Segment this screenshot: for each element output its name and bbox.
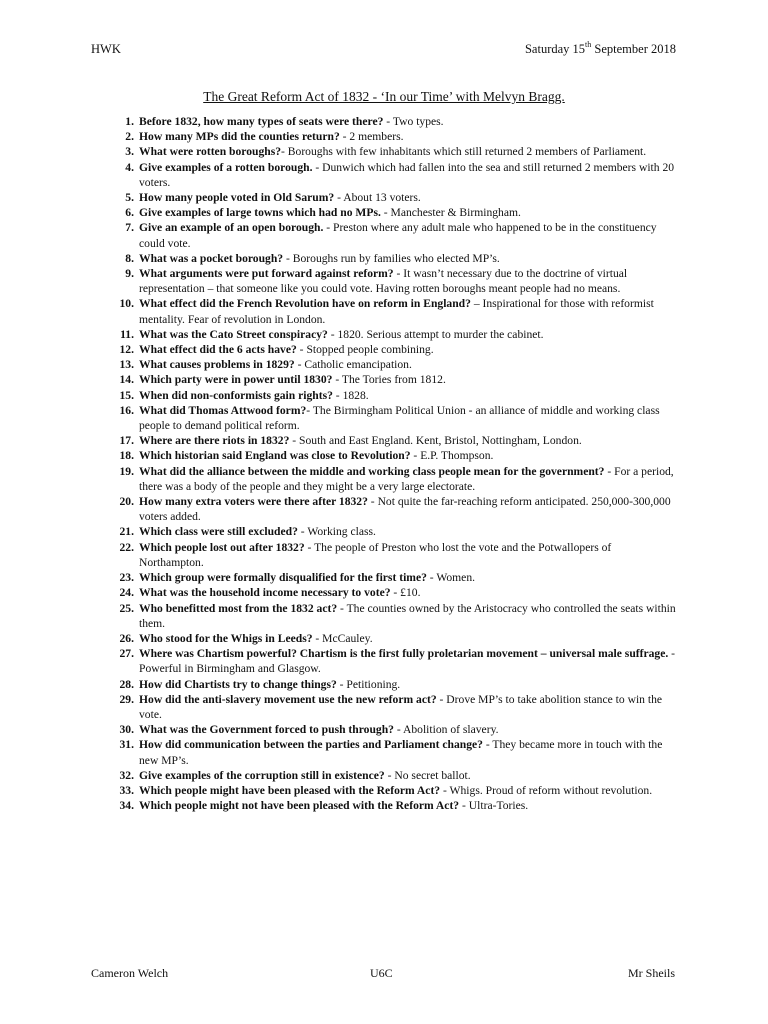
- question-item: [112, 783, 677, 798]
- question-text: How did communication between the parties and Parliament change?: [139, 738, 483, 752]
- question-item: [112, 540, 677, 570]
- question-number: 5.: [125, 191, 134, 205]
- question-item: [112, 129, 677, 144]
- question-item: [112, 677, 677, 692]
- question-item: [112, 220, 677, 250]
- question-text: What was the household income necessary to vote?: [139, 586, 391, 600]
- document-title: The Great Reform Act of 1832 - ‘In our Time’ with Melvyn Bragg.: [203, 89, 565, 104]
- question-text: What were rotten boroughs?: [139, 145, 282, 159]
- question-text: Give examples of a rotten borough.: [139, 160, 313, 174]
- question-number: 7.: [125, 221, 134, 235]
- question-item: [112, 737, 677, 767]
- question-number: 14.: [119, 373, 134, 387]
- question-item: [112, 342, 677, 357]
- question-item: [112, 585, 677, 600]
- header-label: HWK: [91, 42, 121, 56]
- question-item: [112, 722, 677, 737]
- answer-text: - Powerful in Birmingham and Glasgow.: [139, 647, 676, 676]
- question-number: 21.: [119, 525, 134, 539]
- question-text: Who stood for the Whigs in Leeds?: [139, 631, 313, 645]
- question-number: 13.: [119, 358, 134, 372]
- answer-text: - 2 members.: [339, 130, 404, 144]
- answer-text: - It wasn’t necessary due to the doctrine of virtual representation – that someone like you could vote. Having rotten boroughs meant people had no means.: [139, 267, 628, 296]
- question-item: [112, 433, 677, 448]
- question-text: Which party were in power until 1830?: [139, 373, 333, 387]
- question-item: [112, 372, 677, 387]
- question-item: [112, 205, 677, 220]
- answer-text: - Women.: [426, 571, 476, 585]
- question-item: [112, 798, 677, 813]
- question-item: [112, 403, 677, 433]
- answer-text: - For a period, there was a body of the people and they might be a very large electorate.: [139, 464, 674, 493]
- question-text: How did Chartists try to change things?: [139, 677, 337, 691]
- question-text: What effect did the French Revolution have on reform in England?: [139, 297, 471, 311]
- answer-text: - Manchester & Birmingham.: [380, 206, 521, 220]
- question-number: 33.: [119, 783, 134, 797]
- question-text: How did the anti-slavery movement use the new reform act?: [139, 692, 437, 706]
- question-text: How many MPs did the counties return?: [139, 130, 340, 144]
- question-text: Give examples of the corruption still in existence?: [139, 768, 385, 782]
- answer-text: - Boroughs with few inhabitants which still returned 2 members of Parliament.: [281, 145, 647, 159]
- question-number: 30.: [119, 723, 134, 737]
- question-item: [112, 768, 677, 783]
- question-item: [112, 631, 677, 646]
- question-number: 12.: [119, 343, 134, 357]
- question-number: 8.: [125, 251, 134, 265]
- answer-text: - South and East England. Kent, Bristol, Nottingham, London.: [289, 434, 582, 448]
- question-number: 28.: [119, 677, 134, 691]
- question-text: What was the Cato Street conspiracy?: [139, 327, 328, 341]
- question-item: [112, 327, 677, 342]
- answer-text: - Dunwich which had fallen into the sea and still returned 2 members with 20 voters.: [139, 160, 675, 189]
- answer-text: - 1828.: [332, 388, 369, 402]
- question-number: 32.: [119, 768, 134, 782]
- header-date-day: Saturday 15: [524, 42, 586, 56]
- question-number: 2.: [125, 130, 134, 144]
- question-number: 4.: [125, 160, 134, 174]
- question-text: Which people might have been pleased with the Reform Act?: [139, 783, 441, 797]
- answer-text: - They became more in touch with the new MP’s.: [139, 738, 663, 767]
- question-item: [112, 160, 677, 190]
- answer-text: - Ultra-Tories.: [459, 799, 529, 813]
- question-text: What effect did the 6 acts have?: [139, 343, 297, 357]
- question-text: Before 1832, how many types of seats were there?: [139, 115, 384, 128]
- question-text: What was a pocket borough?: [139, 251, 284, 265]
- question-number: 6.: [125, 206, 134, 220]
- question-number: 17.: [119, 434, 134, 448]
- question-item: [112, 464, 677, 494]
- question-number: 3.: [125, 145, 134, 159]
- question-text: Which class were still excluded?: [139, 525, 298, 539]
- header-date: [525, 42, 676, 57]
- answer-text: - Working class.: [297, 525, 376, 539]
- answer-text: – Inspirational for those with reformist mentality. Fear of revolution in London.: [139, 297, 654, 326]
- answer-text: - Not quite the far-reaching reform anticipated. 250,000-300,000 voters added.: [139, 495, 671, 524]
- answer-text: - 1820. Serious attempt to murder the cabinet.: [327, 327, 544, 341]
- question-text: Give examples of large towns which had no MPs.: [139, 206, 381, 220]
- question-text: Which people lost out after 1832?: [139, 540, 305, 554]
- question-text: What was the Government forced to push through?: [139, 723, 394, 737]
- answer-text: - The counties owned by the Aristocracy who controlled the seats within them.: [139, 601, 676, 630]
- question-text: When did non-conformists gain rights?: [139, 388, 333, 402]
- question-number: 11.: [120, 327, 134, 341]
- answer-text: - Two types.: [383, 115, 444, 128]
- question-number: 24.: [119, 586, 134, 600]
- question-text: How many people voted in Old Sarum?: [139, 191, 335, 205]
- question-text: What arguments were put forward against reform?: [139, 267, 394, 281]
- question-item: [112, 114, 677, 129]
- question-text: Which people might not have been pleased with the Reform Act?: [139, 799, 460, 813]
- question-number: 23.: [119, 571, 134, 585]
- question-text: Which historian said England was close to Revolution?: [139, 449, 411, 463]
- question-text: Where are there riots in 1832?: [139, 434, 290, 448]
- question-number: 15.: [119, 388, 134, 402]
- answer-text: - Petitioning.: [336, 677, 401, 691]
- answer-text: - Drove MP’s to take abolition stance to win the vote.: [139, 692, 663, 721]
- footer-class: U6C: [370, 966, 393, 980]
- question-number: 1.: [125, 115, 134, 128]
- answer-text: - The people of Preston who lost the vote and the Potwallopers of Northampton.: [139, 540, 612, 569]
- answer-text: - About 13 voters.: [334, 191, 421, 205]
- answer-text: - Boroughs run by families who elected MP’s.: [283, 251, 500, 265]
- question-item: [112, 357, 677, 372]
- question-number: 10.: [119, 297, 134, 311]
- header-date-rest: September 2018: [591, 42, 676, 56]
- question-item: [112, 266, 677, 296]
- answer-text: - E.P. Thompson.: [410, 449, 494, 463]
- footer-student-name: Cameron Welch: [91, 966, 169, 980]
- question-number: 9.: [125, 267, 134, 281]
- question-item: [112, 646, 677, 676]
- answer-text: - Preston where any adult male who happened to be in the constituency could vote.: [139, 221, 657, 250]
- question-text: How many extra voters were there after 1832?: [139, 495, 368, 509]
- question-item: [112, 692, 677, 722]
- answer-text: - McCauley.: [312, 631, 373, 645]
- question-text: What did Thomas Attwood form?: [139, 403, 307, 417]
- answer-text: - Catholic emancipation.: [294, 358, 412, 372]
- question-list: [112, 114, 677, 813]
- question-number: 31.: [119, 738, 134, 752]
- answer-text: - No secret ballot.: [384, 768, 471, 782]
- question-item: [112, 601, 677, 631]
- question-number: 26.: [119, 631, 134, 645]
- question-text: Who benefitted most from the 1832 act?: [139, 601, 338, 615]
- answer-text: - The Tories from 1812.: [332, 373, 446, 387]
- question-text: Which group were formally disqualified for the first time?: [139, 571, 427, 585]
- answer-text: - Whigs. Proud of reform without revolution.: [440, 783, 653, 797]
- question-item: [112, 296, 677, 326]
- answer-text: - £10.: [390, 586, 421, 600]
- question-item: [112, 251, 677, 266]
- question-number: 27.: [119, 647, 134, 661]
- answer-text: - Abolition of slavery.: [393, 723, 499, 737]
- question-text: What did the alliance between the middle and working class people mean for the government?: [139, 464, 605, 478]
- question-number: 16.: [119, 403, 134, 417]
- question-number: 25.: [119, 601, 134, 615]
- question-number: 18.: [119, 449, 134, 463]
- footer-teacher: Mr Sheils: [627, 966, 675, 980]
- question-number: 19.: [119, 464, 134, 478]
- question-number: 29.: [119, 692, 134, 706]
- question-item: [112, 524, 677, 539]
- header-date-suffix: th: [585, 40, 592, 49]
- question-item: [112, 388, 677, 403]
- answer-text: - The Birmingham Political Union - an alliance of middle and working class people to demand political reform.: [139, 403, 660, 433]
- question-text: Give an example of an open borough.: [139, 221, 324, 235]
- question-item: [112, 570, 677, 585]
- question-item: [112, 448, 677, 463]
- question-text: Where was Chartism powerful? Chartism is the first fully proletarian movement – universal male suffrage.: [139, 647, 669, 661]
- question-number: 22.: [119, 540, 134, 554]
- question-number: 34.: [119, 799, 134, 813]
- question-text: What causes problems in 1829?: [139, 358, 295, 372]
- question-item: [112, 144, 677, 159]
- question-item: [112, 190, 677, 205]
- question-item: [112, 494, 677, 524]
- question-number: 20.: [119, 495, 134, 509]
- answer-text: - Stopped people combining.: [296, 343, 434, 357]
